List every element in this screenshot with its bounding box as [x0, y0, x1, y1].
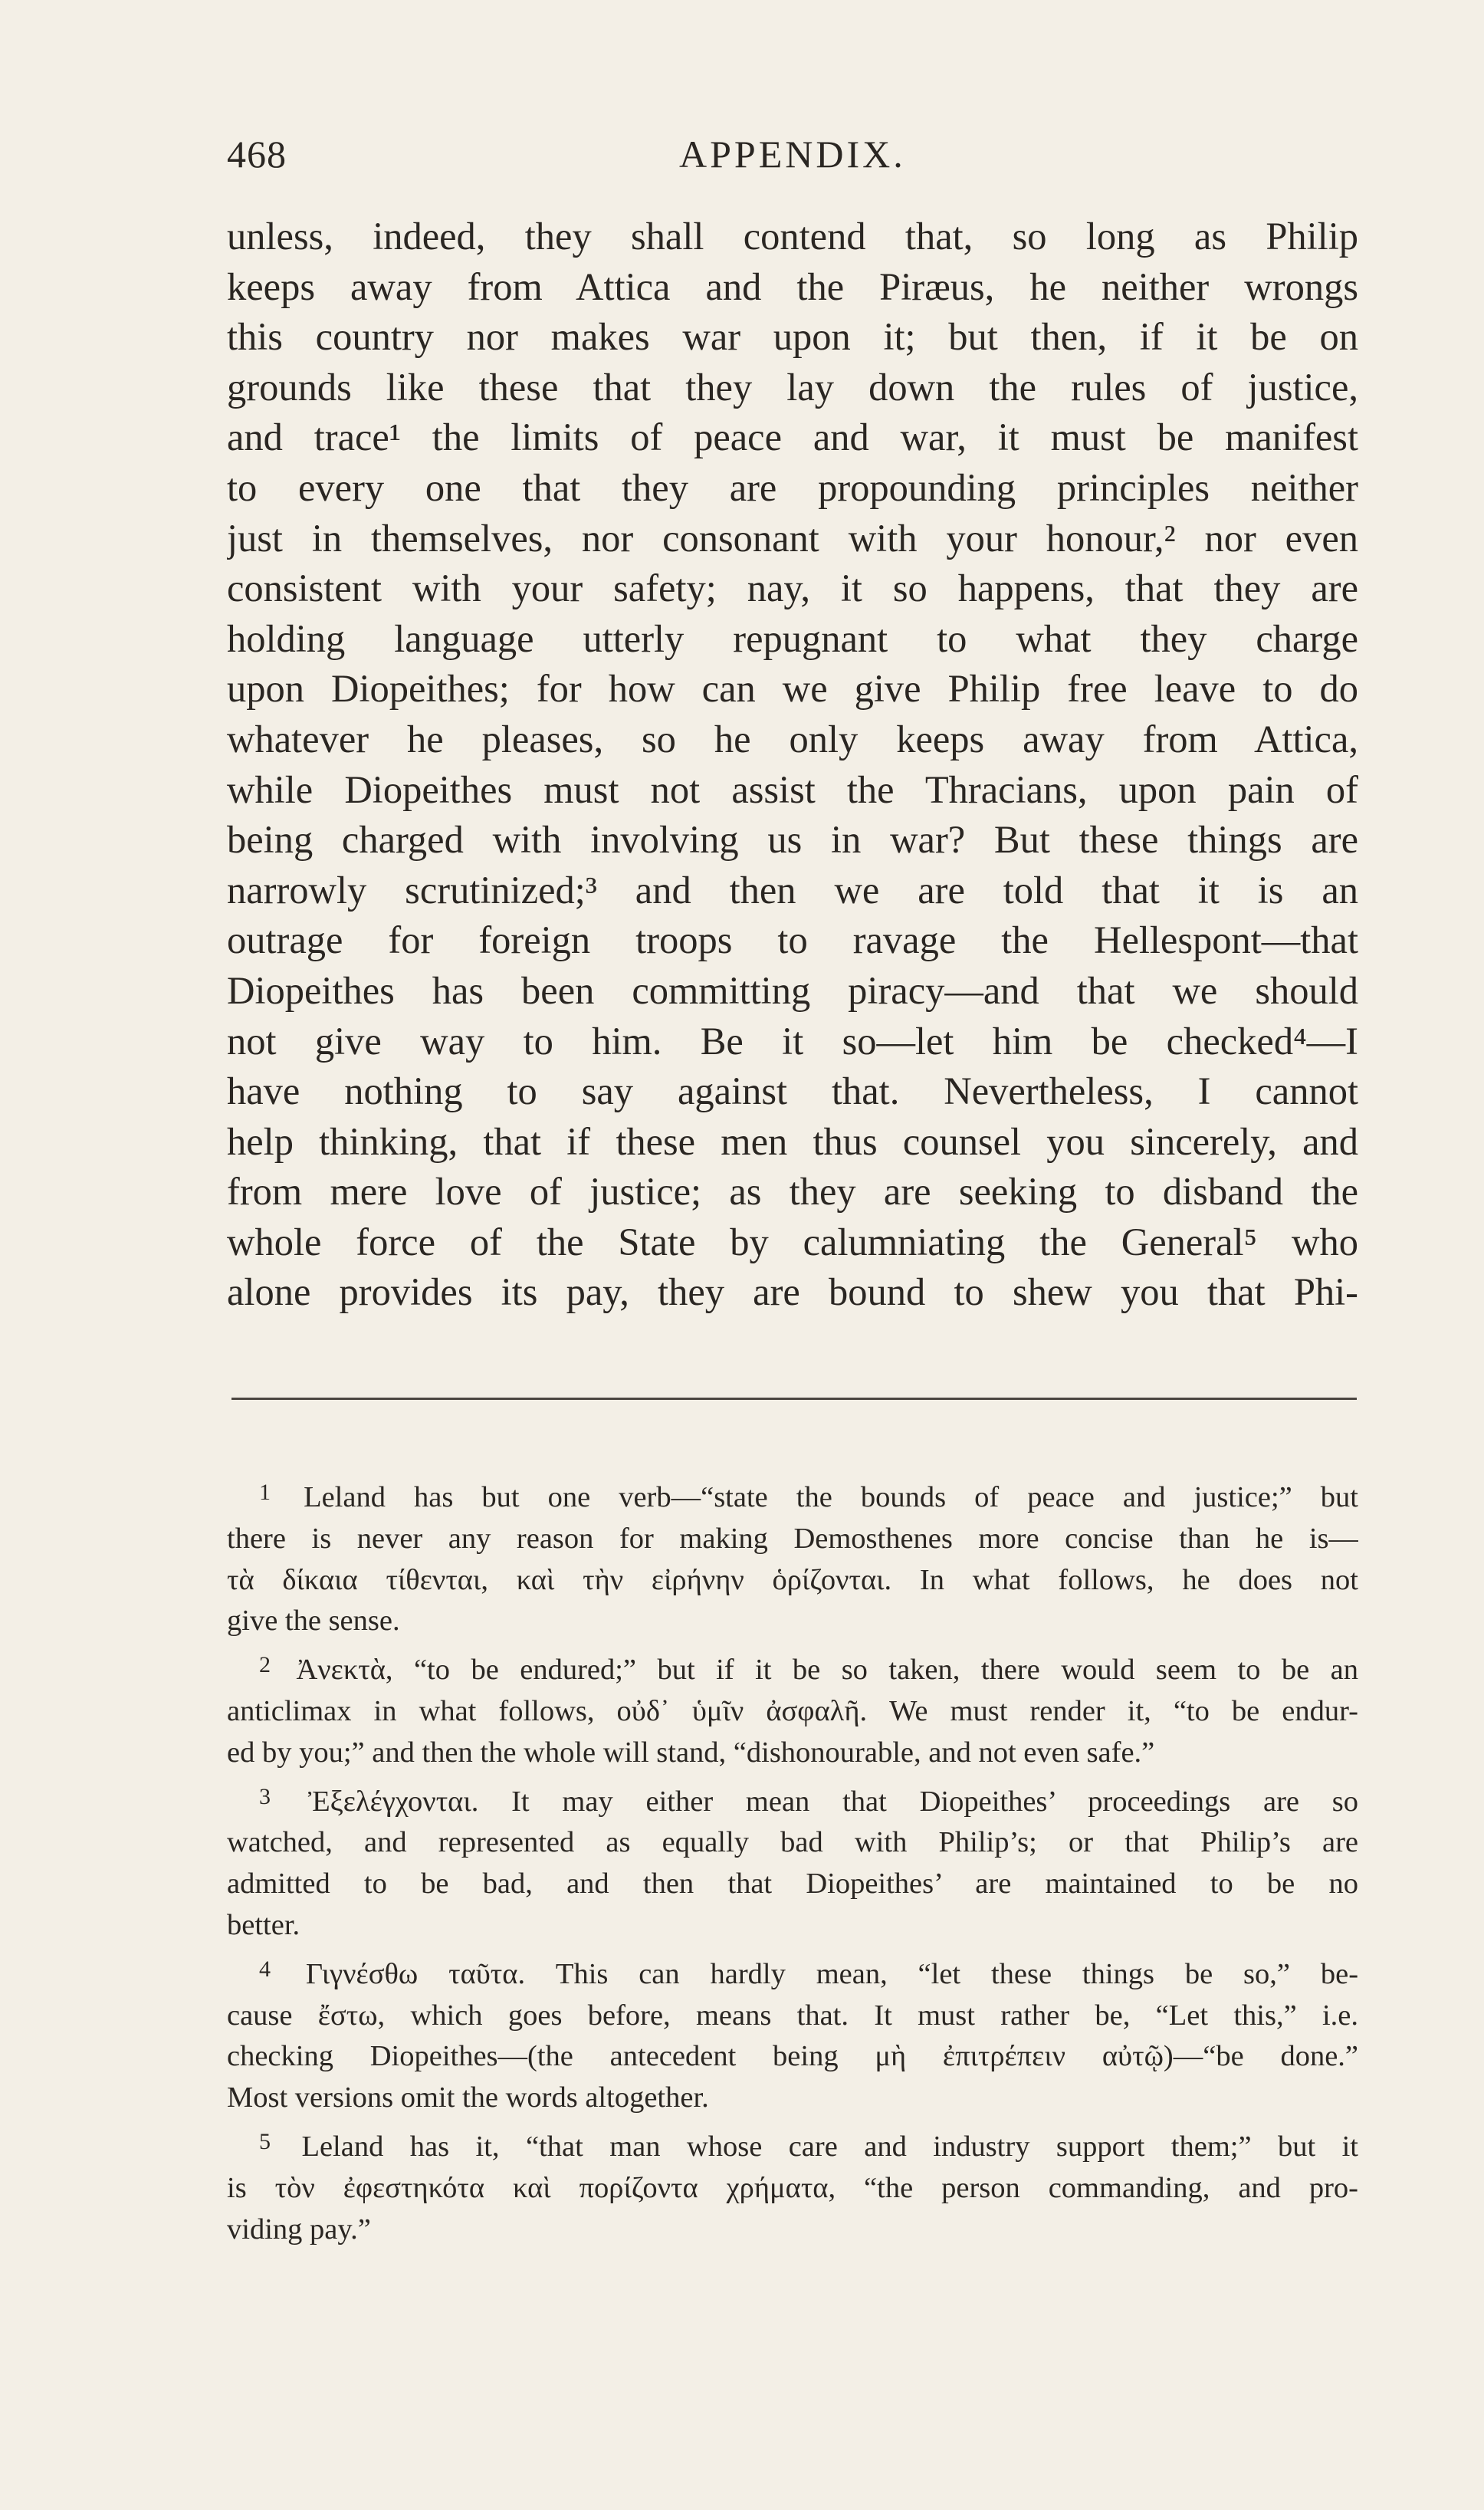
footnote-line: $^3$ Ἐξελέγχονται. It may either mean that Diopeithes’ proceedings are so [259, 1783, 1358, 1818]
footnote-line: $^4$ Γιγνέσθω ταῦτα. This can hardly mean, “let these things be so,” be- [259, 1956, 1358, 1990]
text-line: unless, indeed, they shall contend that, so long as Philip [227, 215, 1358, 258]
footnote-line: $^2$ Ἀνεκτὰ, “to be endured;” but if it be so taken, there would seem to be an [259, 1652, 1358, 1687]
footnote-2 [227, 1644, 1358, 1773]
text-line: holding language utterly repugnant to what they charge [227, 616, 1358, 660]
text-line: keeps away from Attica and the Piræus, he neither wrongs [227, 264, 1358, 308]
footnote-line: better. [227, 1908, 300, 1941]
footnote-line: τὰ δίκαια τίθενται, καὶ τὴν εἰρήνην ὁρίζονται. In what follows, he does not [227, 1563, 1358, 1596]
text-line: this country nor makes war upon it; but then, if it be on [227, 315, 1358, 359]
footnote-3 [227, 1776, 1358, 1947]
text-line: consistent with your safety; nay, it so happens, that they are [227, 567, 1358, 610]
footnote-line: cause ἔστω, which goes before, means that. It must rather be, “Let this,” i.e. [227, 1999, 1358, 2032]
footnote-line: there is never any reason for making Demosthenes more concise than he is— [227, 1522, 1358, 1555]
footnote-line: give the sense. [227, 1605, 400, 1638]
text-line: whole force of the State by calumniating the General⁵ who [227, 1220, 1358, 1263]
text-line: and trace¹ the limits of peace and war, it must be manifest [227, 416, 1358, 459]
main-text [227, 212, 1358, 1318]
footnote-line: anticlimax in what follows, οὐδ᾽ ὑμῖν ἀσφαλῆ. We must render it, “to be endur- [227, 1694, 1358, 1727]
text-line: not give way to him. Be it so—let him be checked⁴—I [227, 1019, 1358, 1063]
footnote-line: viding pay.” [227, 2213, 371, 2246]
footnote-1 [227, 1472, 1358, 1642]
text-line: whatever he pleases, so he only keeps away from Attica, [227, 717, 1358, 761]
footnote-marker: 5 [259, 2128, 271, 2154]
text-line: have nothing to say against that. Nevertheless, I cannot [227, 1069, 1358, 1113]
text-line: to every one that they are propounding principles neither [227, 465, 1358, 509]
text-line: being charged with involving us in war? But these things are [227, 818, 1358, 862]
footnote-line: is τὸν ἐφεστηκότα καὶ πορίζοντα χρήματα, “the person commanding, and pro- [227, 2171, 1358, 2204]
footnote-line: watched, and represented as equally bad with Philip’s; or that Philip’s are [227, 1826, 1358, 1859]
footnote-marker: 3 [259, 1783, 271, 1809]
footnote-marker: 2 [259, 1652, 271, 1678]
running-head: APPENDIX. [679, 133, 906, 176]
text-line: help thinking, that if these men thus counsel you sincerely, and [227, 1119, 1358, 1163]
footnote-4 [227, 1949, 1358, 2119]
footnote-line: admitted to be bad, and then that Diopeithes’ are maintained to be no [227, 1868, 1358, 1901]
text-line: upon Diopeithes; for how can we give Philip free leave to do [227, 667, 1358, 711]
footnote-divider [231, 1398, 1357, 1400]
page-header [227, 132, 1358, 186]
footnote-line: Most versions omit the words altogether. [227, 2081, 709, 2114]
footnote-line: ed by you;” and then the whole will stand, “dishonourable, and not even safe.” [227, 1736, 1155, 1769]
text-line: just in themselves, nor consonant with your honour,² nor even [227, 516, 1358, 560]
footnote-5 [227, 2121, 1358, 2250]
text-line: narrowly scrutinized;³ and then we are told that it is an [227, 868, 1358, 912]
footnote-line: $^5$ Leland has it, “that man whose care and industry support them;” but it [259, 2128, 1358, 2163]
text-line: while Diopeithes must not assist the Thracians, upon pain of [227, 767, 1358, 811]
text-line: Diopeithes has been committing piracy—and that we should [227, 968, 1358, 1012]
footnote-marker: 4 [259, 1956, 271, 1982]
text-line: outrage for foreign troops to ravage the Hellespont—that [227, 918, 1358, 962]
text-line: alone provides its pay, they are bound to shew you that Phi- [227, 1270, 1358, 1314]
text-line: grounds like these that they lay down the rules of justice, [227, 365, 1358, 409]
footnotes [227, 1472, 1358, 2252]
footnote-line: $^1$ Leland has but one verb—“state the bounds of peace and justice;” but [259, 1480, 1358, 1513]
text-line: from mere love of justice; as they are seeking to disband the [227, 1170, 1358, 1214]
footnote-line: checking Diopeithes—(the antecedent being μὴ ἐπιτρέπειν αὐτῷ)—“be done.” [227, 2040, 1358, 2073]
page-number: 468 [227, 133, 287, 176]
footnote-marker: 1 [259, 1480, 271, 1505]
